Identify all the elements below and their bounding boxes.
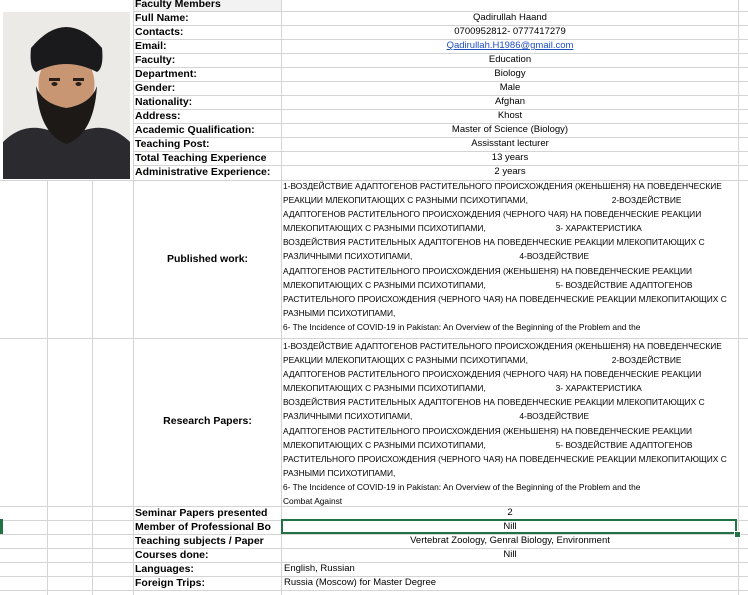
row-border: [133, 81, 748, 82]
row-border: [133, 123, 748, 124]
field-label-address[interactable]: Address:: [135, 110, 181, 122]
field-value-address[interactable]: Khost: [497, 110, 523, 121]
field-label-courses-done[interactable]: Courses done:: [135, 549, 209, 561]
row-border: [133, 53, 748, 54]
row-border: [0, 534, 748, 535]
section-header[interactable]: Faculty Members: [134, 0, 281, 11]
row-border: [133, 95, 748, 96]
field-value-full-name[interactable]: Qadirullah Haand: [473, 12, 547, 23]
published-work-line: АДАПТОГЕНОВ РАСТИТЕЛЬНОГО ПРОИСХОЖДЕНИЯ (ЖЕНЬШЕНЯ) НА ПОВЕДЕНЧЕСКИЕ РЕАКЦИИ: [283, 265, 692, 276]
published-work-line: РАСТИТЕЛЬНОГО ПРОИСХОЖДЕНИЯ (ЧЕРНОГО ЧАЯ) НА ПОВЕДЕНЧЕСКИЕ РЕАКЦИИ МЛЕКОПИТАЮЩИХ С: [283, 293, 727, 304]
email-link[interactable]: Qadirullah.H1986@gmail.com: [446, 40, 574, 51]
row-border: [133, 109, 748, 110]
field-value-teaching-subjects[interactable]: Vertebrat Zoology, Genral Biology, Environment: [410, 535, 610, 546]
row-border: [133, 151, 748, 152]
field-value-nationality[interactable]: Afghan: [494, 96, 526, 107]
active-cell-selection[interactable]: [281, 519, 737, 534]
published-work-line: 6- The Incidence of COVID-19 in Pakistan: An Overview of the Beginning of the Problem and the: [283, 321, 641, 332]
field-label-teaching-post[interactable]: Teaching Post:: [135, 138, 210, 150]
field-label-administrative-experience[interactable]: Administrative Experience:: [135, 166, 271, 178]
field-label-languages[interactable]: Languages:: [135, 563, 194, 575]
field-label-teaching-subjects[interactable]: Teaching subjects / Paper: [135, 535, 264, 547]
field-value-courses-done[interactable]: Nill: [503, 549, 517, 560]
row-border: [0, 548, 748, 549]
row-border: [133, 137, 748, 138]
field-label-academic-qualification[interactable]: Academic Qualification:: [135, 124, 255, 136]
field-label-faculty[interactable]: Faculty:: [135, 54, 176, 66]
field-label-full-name[interactable]: Full Name:: [135, 12, 189, 24]
published-work-line: 1-ВОЗДЕЙСТВИЕ АДАПТОГЕНОВ РАСТИТЕЛЬНОГО ПРОИСХОЖДЕНИЯ (ЖЕНЬШЕНЯ) НА ПОВЕДЕНЧЕСКИЕ: [283, 181, 722, 191]
research-papers-line: ВОЗДЕЙСТВИЯ РАСТИТЕЛЬНЫХ АДАПТОГЕНОВ НА ПОВЕДЕНЧЕСКИЕ РЕАКЦИИ МЛЕКОПИТАЮЩИХ С: [283, 397, 705, 408]
active-row-indicator: [0, 519, 3, 534]
row-border: [0, 180, 748, 181]
research-papers-line: Combat Against: [283, 496, 343, 507]
field-label-nationality[interactable]: Nationality:: [135, 96, 193, 108]
field-label-contacts[interactable]: Contacts:: [135, 26, 184, 38]
research-papers-line: 6- The Incidence of COVID-19 in Pakistan: An Overview of the Beginning of the Problem and the: [283, 481, 641, 492]
field-value-faculty[interactable]: Education: [488, 54, 532, 65]
row-border: [0, 506, 748, 507]
research-papers-line: РАЗНЫМИ ПСИХОТИПАМИ,: [283, 467, 396, 478]
field-label-gender[interactable]: Gender:: [135, 82, 176, 94]
field-value-contacts[interactable]: 0700952812- 0777417279: [454, 26, 566, 37]
field-value-email[interactable]: [282, 39, 738, 53]
research-papers-line: 1-ВОЗДЕЙСТВИЕ АДАПТОГЕНОВ РАСТИТЕЛЬНОГО ПРОИСХОЖДЕНИЯ (ЖЕНЬШЕНЯ) НА ПОВЕДЕНЧЕСКИЕ: [283, 341, 722, 351]
field-value-academic-qualification[interactable]: Master of Science (Biology): [451, 124, 569, 135]
research-papers-line: РАЗЛИЧНЫМИ ПСИХОТИПАМИ, 4-ВОЗДЕЙСТВИЕ: [283, 411, 590, 422]
row-border: [133, 11, 748, 12]
row-border: [0, 590, 748, 591]
field-value-gender[interactable]: Male: [499, 82, 521, 93]
field-value-teaching-experience[interactable]: 13 years: [491, 152, 529, 163]
field-label-seminar-papers[interactable]: Seminar Papers presented: [135, 507, 268, 519]
published-work-line: РАЗНЫМИ ПСИХОТИПАМИ,: [283, 307, 396, 318]
field-label-teaching-experience[interactable]: Total Teaching Experience: [135, 152, 267, 164]
row-border: [0, 576, 748, 577]
field-value-administrative-experience[interactable]: 2 years: [494, 166, 526, 177]
field-value-professional-body[interactable]: Nill: [503, 521, 517, 532]
photo-cell: [0, 0, 133, 180]
published-work-line: ВОЗДЕЙСТВИЯ РАСТИТЕЛЬНЫХ АДАПТОГЕНОВ НА ПОВЕДЕНЧЕСКИЕ РЕАКЦИИ МЛЕКОПИТАЮЩИХ С: [283, 237, 705, 248]
row-border: [133, 67, 748, 68]
field-value-foreign-trips[interactable]: Russia (Moscow) for Master Degree: [284, 577, 437, 588]
research-papers-label[interactable]: Research Papers:: [163, 415, 252, 427]
published-work-line: МЛЕКОПИТАЮЩИХ С РАЗНЫМИ ПСИХОТИПАМИ, 5- ВОЗДЕЙСТВИЕ АДАПТОГЕНОВ: [283, 279, 693, 290]
published-work-text[interactable]: [283, 179, 736, 338]
field-label-department[interactable]: Department:: [135, 68, 197, 80]
row-border: [133, 165, 748, 166]
field-value-languages[interactable]: English, Russian: [284, 563, 355, 574]
field-value-seminar-papers[interactable]: 2: [507, 507, 513, 518]
published-work-line: АДАПТОГЕНОВ РАСТИТЕЛЬНОГО ПРОИСХОЖДЕНИЯ (ЧЕРНОГО ЧАЯ) НА ПОВЕДЕНЧЕСКИЕ РЕАКЦИИ: [283, 209, 702, 220]
row-border: [133, 39, 748, 40]
published-work-line: МЛЕКОПИТАЮЩИХ С РАЗНЫМИ ПСИХОТИПАМИ, 3- ХАРАКТЕРИСТИКА: [283, 223, 642, 234]
row-border: [133, 25, 748, 26]
published-work-line: РЕАКЦИИ МЛЕКОПИТАЮЩИХ С РАЗНЫМИ ПСИХОТИПАМИ, 2-ВОЗДЕЙСТВИЕ: [283, 195, 682, 206]
research-papers-line: МЛЕКОПИТАЮЩИХ С РАЗНЫМИ ПСИХОТИПАМИ, 5- ВОЗДЕЙСТВИЕ АДАПТОГЕНОВ: [283, 439, 693, 450]
published-work-label[interactable]: Published work:: [166, 253, 249, 265]
faculty-photo: [3, 12, 130, 179]
field-value-teaching-post[interactable]: Assisstant lecturer: [471, 138, 549, 149]
research-papers-text[interactable]: [283, 339, 736, 507]
published-work-line: РАЗЛИЧНЫМИ ПСИХОТИПАМИ, 4-ВОЗДЕЙСТВИЕ: [283, 251, 590, 262]
research-papers-line: МЛЕКОПИТАЮЩИХ С РАЗНЫМИ ПСИХОТИПАМИ, 3- ХАРАКТЕРИСТИКА: [283, 383, 642, 394]
research-papers-line: РЕАКЦИИ МЛЕКОПИТАЮЩИХ С РАЗНЫМИ ПСИХОТИПАМИ, 2-ВОЗДЕЙСТВИЕ: [283, 355, 682, 366]
field-label-professional-body[interactable]: Member of Professional Bo: [135, 521, 271, 533]
field-label-foreign-trips[interactable]: Foreign Trips:: [135, 577, 206, 589]
fill-handle[interactable]: [734, 531, 741, 538]
research-papers-line: РАСТИТЕЛЬНОГО ПРОИСХОЖДЕНИЯ (ЧЕРНОГО ЧАЯ) НА ПОВЕДЕНЧЕСКИЕ РЕАКЦИИ МЛЕКОПИТАЮЩИХ С: [283, 453, 727, 464]
field-label-email[interactable]: Email:: [135, 40, 167, 52]
row-border: [0, 562, 748, 563]
field-value-department[interactable]: Biology: [494, 68, 526, 79]
row-border: [0, 338, 748, 339]
research-papers-line: АДАПТОГЕНОВ РАСТИТЕЛЬНОГО ПРОИСХОЖДЕНИЯ (ЧЕРНОГО ЧАЯ) НА ПОВЕДЕНЧЕСКИЕ РЕАКЦИИ: [283, 369, 702, 380]
research-papers-line: АДАПТОГЕНОВ РАСТИТЕЛЬНОГО ПРОИСХОЖДЕНИЯ (ЖЕНЬШЕНЯ) НА ПОВЕДЕНЧЕСКИЕ РЕАКЦИИ: [283, 425, 692, 436]
